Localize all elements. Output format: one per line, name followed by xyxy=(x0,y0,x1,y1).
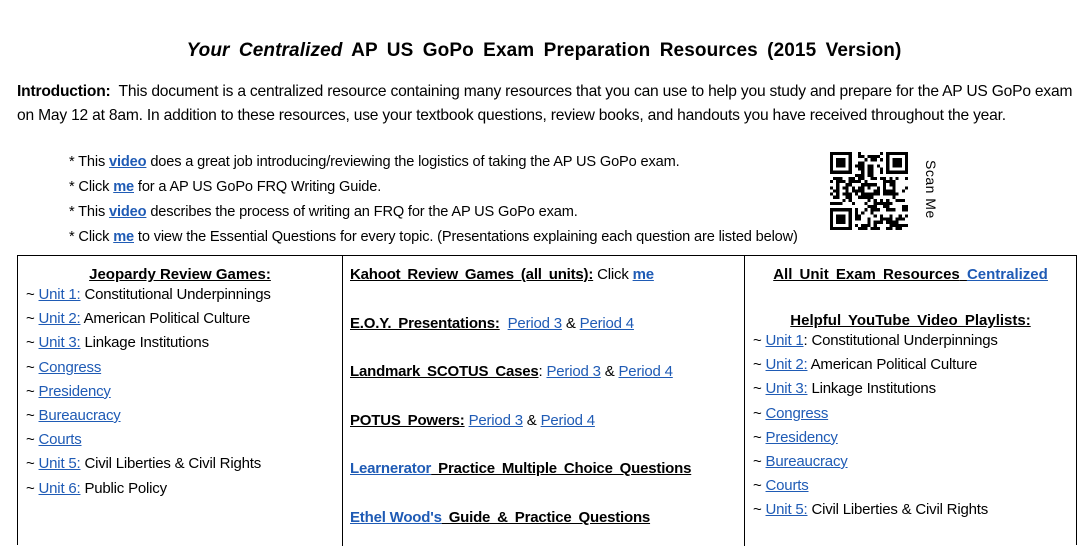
qr-code-icon[interactable] xyxy=(830,152,908,230)
list-item: ~ Bureaucracy xyxy=(753,450,1076,474)
ethel-wood-entry xyxy=(350,509,744,557)
jeopardy-courts-link[interactable]: Courts xyxy=(39,431,82,448)
scotus-period3-link[interactable]: Period 3 xyxy=(546,363,600,380)
page-title xyxy=(0,40,1088,62)
unit-exam-heading: All Unit Exam Resources Centralized xyxy=(745,266,1076,283)
list-item: ~ Bureaucracy xyxy=(26,404,342,428)
jeopardy-list xyxy=(18,283,342,501)
jeopardy-presidency-link[interactable]: Presidency xyxy=(39,383,111,400)
list-item: ~ Courts xyxy=(753,474,1076,498)
unit-exam-column xyxy=(745,256,1076,546)
potus-period3-link[interactable]: Period 3 xyxy=(469,412,523,429)
scotus-heading: Landmark SCOTUS Cases xyxy=(350,363,539,380)
bullet-item: * This video does a great job introducing/reviewing the logistics of taking the AP US GoPo exam. xyxy=(69,150,829,175)
bullet-item: * Click me for a AP US GoPo FRQ Writing Guide. xyxy=(69,175,829,200)
jeopardy-unit5-link[interactable]: Unit 5: xyxy=(39,455,81,472)
youtube-playlist-list xyxy=(745,329,1076,523)
playlist-congress-link[interactable]: Congress xyxy=(766,405,829,422)
frq-guide-link[interactable]: me xyxy=(113,179,134,195)
kahoot-link[interactable]: me xyxy=(633,266,654,283)
resources-table xyxy=(17,255,1077,545)
eoy-period3-link[interactable]: Period 3 xyxy=(508,315,562,332)
ethel-wood-link[interactable]: Ethel Wood's xyxy=(350,509,442,526)
list-item: ~ Unit 1: Constitutional Underpinnings xyxy=(753,329,1076,353)
scotus-entry: Landmark SCOTUS Cases: Period 3 & Period 4 xyxy=(350,363,744,412)
frq-video-link[interactable]: video xyxy=(109,204,146,220)
jeopardy-unit2-link[interactable]: Unit 2: xyxy=(39,310,81,327)
bullet-item: * Click me to view the Essential Questions for every topic. (Presentations explaining each question are listed below) xyxy=(69,225,829,250)
playlist-unit5-link[interactable]: Unit 5: xyxy=(766,501,808,518)
jeopardy-unit6-link[interactable]: Unit 6: xyxy=(39,480,81,497)
kahoot-heading: Kahoot Review Games (all units): xyxy=(350,266,593,283)
list-item: ~ Congress xyxy=(26,356,342,380)
jeopardy-unit3-link[interactable]: Unit 3: xyxy=(39,334,81,351)
eoy-entry: E.O.Y. Presentations: Period 3 & Period 4 xyxy=(350,315,744,364)
title-rest: AP US GoPo Exam Preparation Resources (2015 Version) xyxy=(351,40,901,61)
scotus-period4-link[interactable]: Period 4 xyxy=(619,363,673,380)
list-item: ~ Presidency xyxy=(753,426,1076,450)
list-item: ~ Unit 3: Linkage Institutions xyxy=(26,331,342,355)
playlist-unit2-link[interactable]: Unit 2: xyxy=(766,356,808,373)
video-link[interactable]: video xyxy=(109,154,146,170)
list-item: ~ Unit 1: Constitutional Underpinnings xyxy=(26,283,342,307)
learnerator-link[interactable]: Learnerator xyxy=(350,460,431,477)
youtube-playlists-heading: Helpful YouTube Video Playlists: xyxy=(745,312,1076,329)
list-item: ~ Unit 2: American Political Culture xyxy=(753,353,1076,377)
essential-questions-link[interactable]: me xyxy=(113,229,134,245)
list-item: ~ Congress xyxy=(753,402,1076,426)
intro-label: Introduction: xyxy=(17,83,111,100)
potus-period4-link[interactable]: Period 4 xyxy=(541,412,595,429)
list-item: ~ Unit 5: Civil Liberties & Civil Rights xyxy=(26,452,342,476)
playlist-unit3-link[interactable]: Unit 3: xyxy=(766,380,808,397)
title-italic: Your Centralized xyxy=(187,40,343,61)
potus-heading: POTUS Powers: xyxy=(350,412,465,429)
jeopardy-column xyxy=(18,256,343,546)
kahoot-entry: Kahoot Review Games (all units): Click me xyxy=(350,266,744,315)
learnerator-entry xyxy=(350,460,744,509)
centralized-link[interactable]: Centralized xyxy=(967,266,1048,283)
playlist-unit1-link[interactable]: Unit 1 xyxy=(766,332,804,349)
jeopardy-congress-link[interactable]: Congress xyxy=(39,359,102,376)
list-item: ~ Presidency xyxy=(26,380,342,404)
review-resources-column xyxy=(343,256,745,546)
learnerator-heading: Practice Multiple Choice Questions xyxy=(431,460,691,477)
ethel-wood-heading: Guide & Practice Questions xyxy=(442,509,650,526)
jeopardy-unit1-link[interactable]: Unit 1: xyxy=(39,286,81,303)
potus-entry: POTUS Powers: Period 3 & Period 4 xyxy=(350,412,744,461)
list-item: ~ Unit 6: Public Policy xyxy=(26,477,342,501)
list-item: ~ Unit 3: Linkage Institutions xyxy=(753,377,1076,401)
intro-text: This document is a centralized resource containing many resources that you can use to help you study and prepare for the AP US GoPo exam on May 12 at 8am. In addition to these resources, use your textbook questions, review books, and handouts you have received throughout the year. xyxy=(17,83,1072,124)
bullet-item: * This video describes the process of writing an FRQ for the AP US GoPo exam. xyxy=(69,200,829,225)
eoy-period4-link[interactable]: Period 4 xyxy=(580,315,634,332)
introduction-paragraph xyxy=(17,80,1079,128)
qr-caption: Scan Me xyxy=(919,160,939,226)
bullet-list xyxy=(69,150,829,250)
eoy-heading: E.O.Y. Presentations: xyxy=(350,315,500,332)
jeopardy-heading: Jeopardy Review Games: xyxy=(18,266,342,283)
list-item: ~ Courts xyxy=(26,428,342,452)
playlist-bureaucracy-link[interactable]: Bureaucracy xyxy=(766,453,848,470)
list-item: ~ Unit 5: Civil Liberties & Civil Rights xyxy=(753,498,1076,522)
playlist-courts-link[interactable]: Courts xyxy=(766,477,809,494)
playlist-presidency-link[interactable]: Presidency xyxy=(766,429,838,446)
list-item: ~ Unit 2: American Political Culture xyxy=(26,307,342,331)
jeopardy-bureaucracy-link[interactable]: Bureaucracy xyxy=(39,407,121,424)
